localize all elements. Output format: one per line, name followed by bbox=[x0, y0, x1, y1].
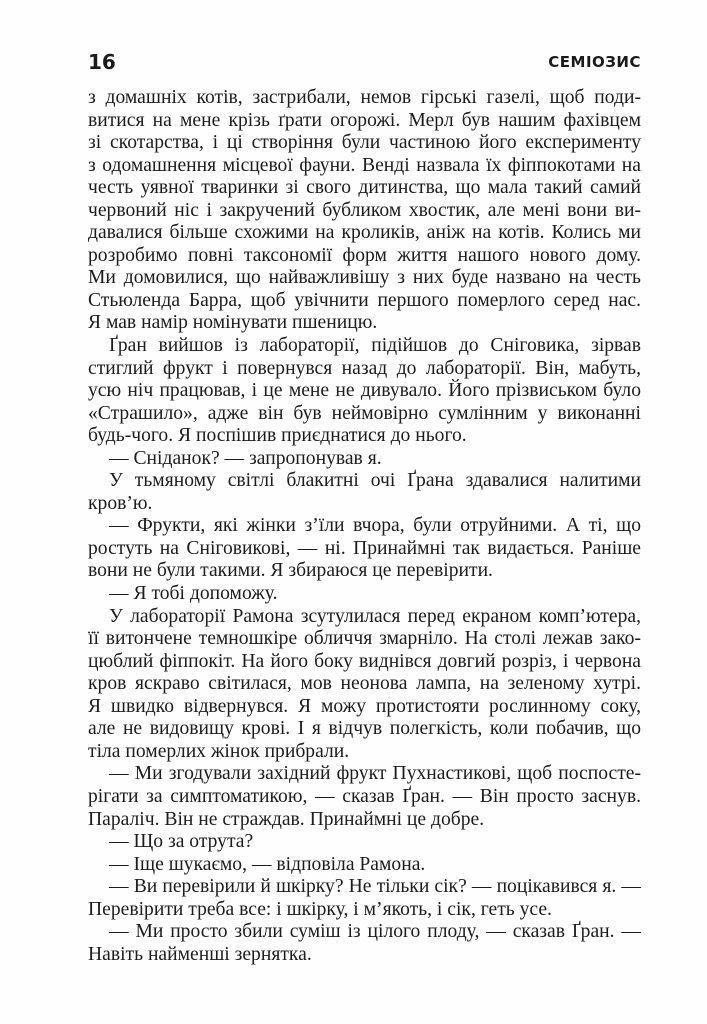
text-line: розробимо повні таксономії форм життя нашого нового дому. bbox=[88, 244, 641, 266]
text-line: зі скотарства, і ці створіння були частиною його експерименту bbox=[88, 132, 641, 154]
text-line: цюблий фіппокіт. На його боку виднівся довгий розріз, і червона bbox=[88, 650, 641, 672]
text-line: — Що за отрута? bbox=[109, 831, 254, 853]
text-line: витися на мене крізь ґрати огорожі. Мерл був нашим фахівцем bbox=[88, 109, 641, 131]
text-line: усю ніч працював, і це мене не дивувало. Його прізвиськом було bbox=[88, 380, 641, 402]
page-number: 16 bbox=[88, 50, 116, 74]
text-line: з домашніх котів, застрибали, немов гірські газелі, щоб поди- bbox=[88, 87, 641, 108]
text-line: честь уявної тваринки зі свого дитинства, що мала такий самий bbox=[88, 177, 641, 199]
text-line: У тьмяному світлі блакитні очі Ґрана здавалися налитими bbox=[109, 470, 641, 492]
text-line: Стьюленда Барра, щоб увічнити першого померлого серед нас. bbox=[88, 289, 641, 311]
text-line: тіла померлих жінок прибрали. bbox=[88, 740, 350, 762]
text-line: — Ми просто збили суміш із цілого плоду, — сказав Ґран. — bbox=[109, 921, 641, 943]
text-line: будь-чого. Я поспішив приєднатися до нього. bbox=[88, 425, 467, 447]
running-head bbox=[88, 49, 641, 75]
text-line: рігати за симптоматикою, — сказав Ґран. — Він просто заснув. bbox=[88, 785, 641, 807]
running-title: СЕМІОЗИС bbox=[548, 53, 641, 71]
text-line: Ґран вийшов із лабораторії, підійшов до Сніговика, зірвав bbox=[109, 335, 641, 357]
text-line: давалися більше схожими на кроликів, аніж на котів. Колись ми bbox=[88, 222, 641, 244]
text-line: — Ви перевірили й шкірку? Не тільки сік? — поцікавився я. — bbox=[109, 876, 641, 898]
text-line: кров яскраво світилася, мов неонова лампа, на зеленому хутрі. bbox=[88, 673, 641, 695]
body-text bbox=[88, 87, 641, 966]
text-line: — Ми згодували західний фрукт Пухнастикові, щоб поспосте- bbox=[109, 763, 641, 785]
text-line: Я швидко відвернувся. Я можу протистояти рослинному соку, bbox=[88, 695, 641, 717]
text-line: кров’ю. bbox=[88, 492, 153, 514]
text-line: вони не були такими. Я збираюся це перевірити. bbox=[88, 560, 493, 582]
text-line: її витончене темношкіре обличчя змарніло. На столі лежав зако- bbox=[88, 628, 641, 650]
text-line: червоний ніс і закручений бубликом хвостик, але мені вони ви- bbox=[88, 199, 641, 221]
text-line: Параліч. Він не страждав. Принаймні це добре. bbox=[88, 808, 485, 830]
text-line: Перевірити треба все: і шкірку, і м’якоть, і сік, геть усе. bbox=[88, 898, 552, 920]
text-line: — Іще шукаємо, — відповіла Рамона. bbox=[109, 853, 426, 875]
text-line: У лабораторії Рамона зсутулилася перед екраном комп’ютера, bbox=[109, 605, 641, 627]
text-line: — Фрукти, які жінки з’їли вчора, були отруйними. А ті, що bbox=[109, 515, 641, 537]
text-line: але не видовищу крові. І я відчув полегкість, коли побачив, що bbox=[88, 718, 641, 740]
text-line: Навіть найменші зернятка. bbox=[88, 943, 312, 965]
text-line: Ми домовилися, що найважливішу з них буде названо на честь bbox=[88, 267, 641, 289]
text-line: ростуть на Сніговикові, — ні. Принаймні так видається. Раніше bbox=[88, 537, 641, 559]
text-line: Я мав намір номінувати пшеницю. bbox=[88, 312, 378, 334]
text-line: — Сніданок? — запропонував я. bbox=[109, 447, 382, 469]
text-line: «Страшило», адже він був неймовірно сумлінним у виконанні bbox=[88, 402, 641, 424]
text-line: з одомашнення місцевої фауни. Венді назвала їх фіппокотами на bbox=[88, 154, 641, 176]
text-line: стиглий фрукт і повернувся назад до лабораторії. Він, мабуть, bbox=[88, 357, 641, 379]
text-line: — Я тобі допоможу. bbox=[109, 583, 278, 605]
